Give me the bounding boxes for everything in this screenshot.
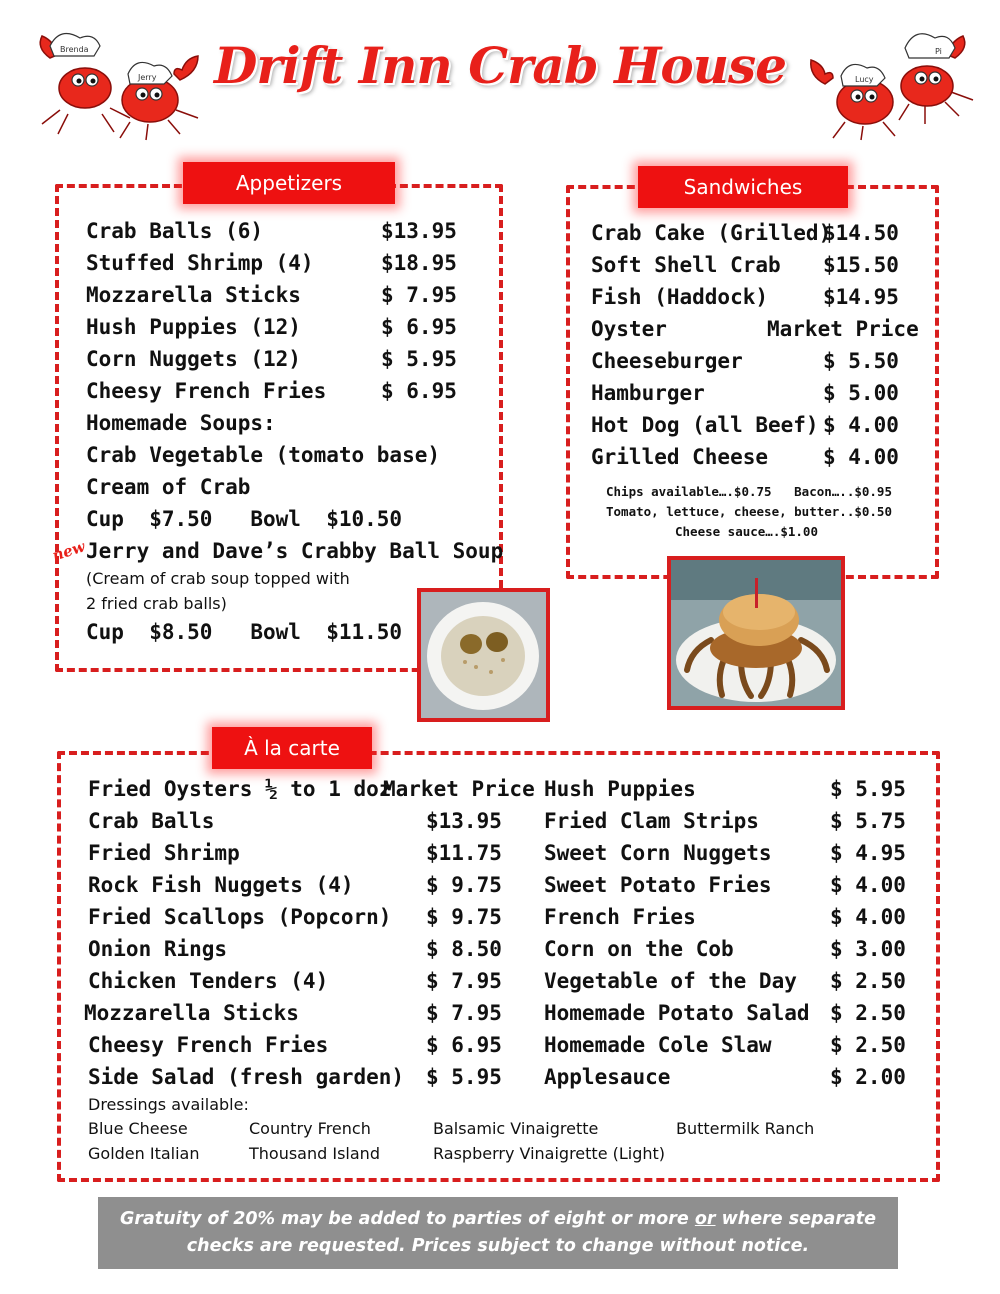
menu-item-price: $13.95 [426,809,502,833]
menu-item-name: French Fries [544,905,696,929]
menu-item-name: Hot Dog (all Beef) [591,413,819,437]
special-soup-name: Jerry and Dave’s Crabby Ball Soup [86,539,504,563]
menu-item-name: Crab Cake (Grilled) [591,221,832,245]
dressing-item: Buttermilk Ranch [676,1119,815,1138]
menu-item-name: Homemade Potato Salad [544,1001,810,1025]
menu-item-price: $11.75 [426,841,502,865]
menu-item-price: $ 3.00 [830,937,906,961]
soup-name: Cream of Crab [86,475,251,499]
menu-item-price: $ 2.00 [830,1065,906,1089]
menu-item-price: $14.95 [823,285,899,309]
menu-item-price: $ 7.95 [426,1001,502,1025]
menu-item-price: $ 5.95 [426,1065,502,1089]
menu-item-name: Sweet Potato Fries [544,873,772,897]
menu-item-price: Market Price [383,777,535,801]
menu-item-name: Hush Puppies [544,777,696,801]
dressing-item: Thousand Island [249,1144,380,1163]
menu-item-name: Cheesy French Fries [88,1033,329,1057]
menu-item-name: Cheesy French Fries [86,379,327,403]
soup-bowl-icon [421,592,546,718]
menu-item-name: Mozzarella Sticks [84,1001,299,1025]
special-soup-desc: (Cream of crab soup topped with [86,569,350,588]
crab-name-left-b: Jerry [138,73,157,82]
menu-item-price: $14.50 [823,221,899,245]
menu-item-name: Fried Shrimp [88,841,240,865]
sandwich-note: Tomato, lettuce, cheese, butter..$0.50 [606,504,892,519]
menu-item-price: $13.95 [381,219,457,243]
gratuity-line-2: checks are requested. Prices subject to change without notice. [186,1236,810,1256]
dressing-item: Golden Italian [88,1144,200,1163]
special-soup-desc: 2 fried crab balls) [86,594,227,613]
menu-item-name: Fish (Haddock) [591,285,769,309]
appetizers-heading: Appetizers [183,162,395,204]
gratuity-notice [98,1197,898,1269]
menu-item-name: Oyster [591,317,667,341]
soups-heading: Homemade Soups: [86,411,276,435]
menu-item-price: $ 5.75 [830,809,906,833]
crab-mascots-left-icon [30,18,205,143]
menu-item-name: Soft Shell Crab [591,253,781,277]
soup-photo [417,588,550,722]
menu-item-price: $ 4.00 [823,445,899,469]
sandwich-note: Chips available….$0.75 Bacon…..$0.95 [606,484,892,499]
menu-item-price: $ 6.95 [426,1033,502,1057]
crab-name-left-a: Brenda [60,45,89,54]
menu-item-name: Hamburger [591,381,705,405]
dressings-heading: Dressings available: [88,1095,249,1114]
menu-item-name: Onion Rings [88,937,228,961]
menu-item-price: $ 5.95 [830,777,906,801]
menu-item-price: $ 2.50 [830,1001,906,1025]
dressing-item: Balsamic Vinaigrette [433,1119,599,1138]
menu-item-price: $ 4.00 [830,873,906,897]
menu-item-name: Mozzarella Sticks [86,283,301,307]
menu-item-name: Stuffed Shrimp (4) [86,251,314,275]
menu-item-name: Grilled Cheese [591,445,769,469]
menu-item-name: Chicken Tenders (4) [88,969,329,993]
gratuity-line-1 [98,1206,898,1233]
menu-item-price: $ 2.50 [830,969,906,993]
menu-item-price: $15.50 [823,253,899,277]
menu-item-name: Vegetable of the Day [544,969,797,993]
sandwiches-heading: Sandwiches [638,166,848,208]
restaurant-title: Drift Inn Crab House [213,36,787,95]
menu-item-price: $ 5.95 [381,347,457,371]
menu-item-name: Applesauce [544,1065,671,1089]
soft-shell-crab-sandwich-icon [671,560,841,706]
menu-item-name: Sweet Corn Nuggets [544,841,772,865]
gratuity-or: or [694,1209,716,1229]
soup-name: Crab Vegetable (tomato base) [86,443,441,467]
sandwich-photo [667,556,845,710]
menu-item-price: $ 4.00 [823,413,899,437]
menu-item-price: $ 5.00 [823,381,899,405]
menu-item-name: Corn Nuggets (12) [86,347,301,371]
menu-item-name: Crab Balls [88,809,215,833]
gratuity-text: where separate [715,1209,876,1229]
menu-item-name: Rock Fish Nuggets (4) [88,873,354,897]
dressing-item: Blue Cheese [88,1119,188,1138]
crab-name-right-a: Lucy [855,75,874,84]
menu-item-name: Fried Scallops (Popcorn) [88,905,392,929]
alacarte-heading: À la carte [212,727,372,769]
soup-prices: Cup $7.50 Bowl $10.50 [86,507,403,531]
sandwich-note: Cheese sauce….$1.00 [675,524,818,539]
dressing-item: Country French [249,1119,371,1138]
menu-item-price: $18.95 [381,251,457,275]
menu-item-name: Crab Balls (6) [86,219,264,243]
crab-mascots-right-icon [805,18,980,143]
menu-item-name: Homemade Cole Slaw [544,1033,772,1057]
dressing-item: Raspberry Vinaigrette (Light) [433,1144,666,1163]
special-soup-prices: Cup $8.50 Bowl $11.50 [86,620,403,644]
menu-item-price: $ 7.95 [381,283,457,307]
menu-item-name: Corn on the Cob [544,937,734,961]
menu-item-price: $ 6.95 [381,379,457,403]
menu-item-price: $ 5.50 [823,349,899,373]
menu-item-price: $ 8.50 [426,937,502,961]
gratuity-text: Gratuity of 20% may be added to parties of eight or more [119,1209,695,1229]
menu-item-name: Cheeseburger [591,349,743,373]
crab-name-right-b: Pi [935,47,942,56]
menu-item-price: Market Price [767,317,919,341]
menu-item-price: $ 7.95 [426,969,502,993]
menu-item-price: $ 2.50 [830,1033,906,1057]
menu-item-price: $ 9.75 [426,873,502,897]
menu-item-price: $ 6.95 [381,315,457,339]
menu-item-name: Side Salad (fresh garden) [88,1065,405,1089]
menu-item-name: Hush Puppies (12) [86,315,301,339]
menu-item-price: $ 4.00 [830,905,906,929]
menu-item-price: $ 9.75 [426,905,502,929]
new-badge: new [50,537,88,565]
menu-item-name: Fried Oysters ½ to 1 doz [88,777,392,801]
menu-item-price: $ 4.95 [830,841,906,865]
menu-item-name: Fried Clam Strips [544,809,759,833]
